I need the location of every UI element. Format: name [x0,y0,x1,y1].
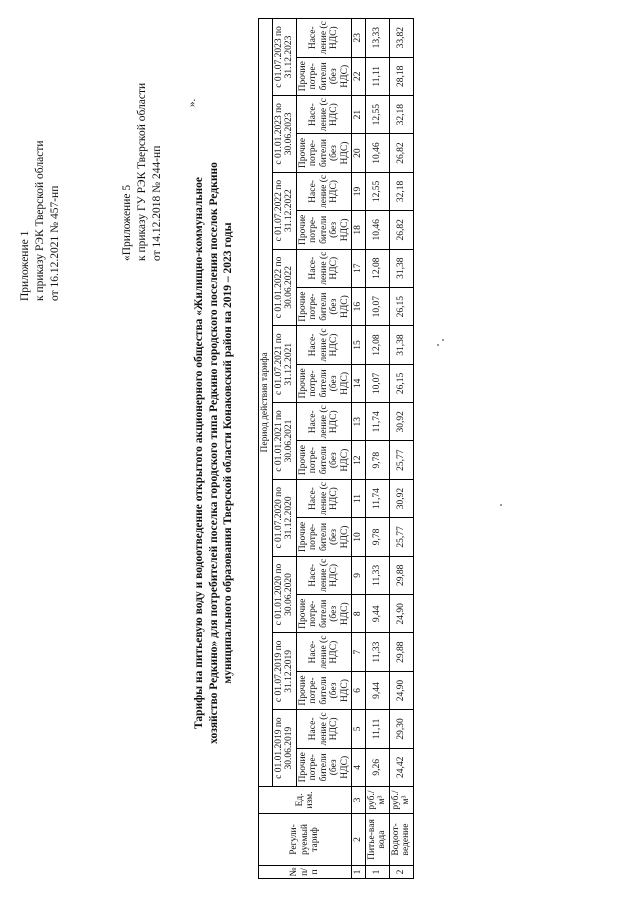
column-number: 1 [352,866,366,879]
tariff-value-cell: 32,18 [389,95,413,133]
column-number: 17 [352,249,366,287]
period-column-header: с 01.01.2022 по 30.06.2022 [272,249,296,326]
period-column-header: с 01.07.2022 по 31.12.2022 [272,172,296,249]
appendix-5-order: к приказу ГУ РЭК Тверской области [136,82,148,261]
column-header-tariff: Регули-руемый тариф [259,814,352,866]
column-number: 23 [352,18,366,57]
tariff-value-cell: 11,11 [365,57,389,95]
period-column-header: с 01.01.2023 по 30.06.2023 [272,95,296,172]
tariff-value-cell: 24,42 [389,748,413,786]
subcolumn-population: Насе-ление (с НДС) [296,326,352,364]
period-column-header: с 01.07.2020 по 31.12.2020 [272,479,296,556]
subcolumn-population: Насе-ление (с НДС) [296,403,352,441]
subcolumn-other-consumers: Прочие потре-бители (без НДС) [296,441,352,479]
row-number: 1 [365,866,389,879]
document-title [192,133,236,773]
subcolumn-other-consumers: Прочие потре-бители (без НДС) [296,748,352,786]
column-number: 3 [352,787,366,814]
tariff-value-cell: 13,33 [365,18,389,57]
column-number: 4 [352,748,366,786]
subcolumn-other-consumers: Прочие потре-бители (без НДС) [296,134,352,172]
header-row-periods [272,18,296,878]
closing-quote: ». [186,98,198,107]
table-row [365,18,389,878]
tariff-value-cell: 30,92 [389,403,413,441]
row-tariff-name: Питье-вая вода [365,814,389,866]
tariff-value-cell: 24,90 [389,595,413,633]
subcolumn-population: Насе-ление (с НДС) [296,95,352,133]
tariff-value-cell: 9,78 [365,441,389,479]
title-line-2: хозяйство Редкино» для потребителей поселка городского типа Редкино городского поселения поселок Редкино [207,162,220,744]
subcolumn-other-consumers: Прочие потре-бители (без НДС) [296,518,352,556]
column-number: 13 [352,403,366,441]
tariff-table-container [258,19,414,879]
column-header-unit: Ед. изм. [259,787,352,814]
subcolumn-population: Насе-ление (с НДС) [296,479,352,517]
column-number: 9 [352,556,366,594]
column-number: 19 [352,172,366,210]
subcolumn-population: Насе-ление (с НДС) [296,172,352,210]
tariff-value-cell: 12,08 [365,326,389,364]
appendix-1-order: к приказу РЭК Тверской области [34,140,46,301]
subcolumn-other-consumers: Прочие потре-бители (без НДС) [296,211,352,249]
tariff-value-cell: 10,46 [365,134,389,172]
header-row-column-numbers [352,18,366,878]
scan-speck [442,339,444,341]
tariff-value-cell: 11,33 [365,633,389,671]
subcolumn-other-consumers: Прочие потре-бители (без НДС) [296,671,352,709]
scan-speck [437,344,439,346]
title-line-1: Тарифы на питьевую воду и водоотведение открытого акционерного общества «Жилищно-коммунальное [193,177,205,729]
tariff-value-cell: 9,26 [365,748,389,786]
tariff-table [258,18,414,879]
row-unit: руб./м³ [389,787,413,814]
period-column-header: с 01.01.2019 по 30.06.2019 [272,710,296,787]
tariff-value-cell: 26,82 [389,134,413,172]
column-number: 14 [352,364,366,402]
period-column-header: с 01.01.2020 по 30.06.2020 [272,556,296,633]
tariff-value-cell: 12,55 [365,172,389,210]
column-number: 21 [352,95,366,133]
tariff-value-cell: 10,07 [365,287,389,325]
tariff-value-cell: 11,33 [365,556,389,594]
period-column-header: с 01.07.2021 по 31.12.2021 [272,326,296,403]
tariff-value-cell: 12,55 [365,95,389,133]
row-unit: руб./м³ [365,787,389,814]
column-number: 8 [352,595,366,633]
column-number: 15 [352,326,366,364]
scan-speck [500,504,502,506]
column-number: 16 [352,287,366,325]
appendix-5-title: «Приложение 5 [121,184,133,261]
header-row-subcolumns [296,18,352,878]
tariff-value-cell: 32,18 [389,172,413,210]
tariff-value-cell: 10,46 [365,211,389,249]
row-number: 2 [389,866,413,879]
row-tariff-name: Водоот-ведение [389,814,413,866]
tariff-value-cell: 12,08 [365,249,389,287]
tariff-value-cell: 26,15 [389,287,413,325]
header-row-period-group [259,18,273,878]
column-number: 6 [352,671,366,709]
tariff-value-cell: 28,18 [389,57,413,95]
subcolumn-other-consumers: Прочие потре-бители (без НДС) [296,287,352,325]
subcolumn-other-consumers: Прочие потре-бители (без НДС) [296,595,352,633]
tariff-value-cell: 31,38 [389,249,413,287]
tariff-value-cell: 31,38 [389,326,413,364]
column-header-number: № п/ п [259,866,352,879]
tariff-value-cell: 11,74 [365,403,389,441]
tariff-value-cell: 9,78 [365,518,389,556]
column-number: 11 [352,479,366,517]
subcolumn-population: Насе-ление (с НДС) [296,633,352,671]
tariff-value-cell: 11,11 [365,710,389,748]
period-column-header: с 01.07.2019 по 31.12.2019 [272,633,296,710]
column-number: 18 [352,211,366,249]
appendix-1-date: от 16.12.2021 № 457-нп [49,185,61,301]
tariff-value-cell: 26,82 [389,211,413,249]
appendix-1-header [18,141,63,302]
tariff-value-cell: 33,82 [389,18,413,57]
subcolumn-population: Насе-ление (с НДС) [296,18,352,57]
subcolumn-other-consumers: Прочие потре-бители (без НДС) [296,57,352,95]
subcolumn-other-consumers: Прочие потре-бители (без НДС) [296,364,352,402]
tariff-value-cell: 26,15 [389,364,413,402]
column-number: 2 [352,814,366,866]
tariff-value-cell: 25,77 [389,441,413,479]
period-column-header: с 01.01.2021 по 30.06.2021 [272,403,296,480]
tariff-value-cell: 11,74 [365,479,389,517]
column-number: 7 [352,633,366,671]
title-line-3: муниципального образования Тверской области Конаковский район на 2019 – 2023 годы [222,222,234,684]
tariff-value-cell: 10,07 [365,364,389,402]
period-header: Период действия тарифа [259,18,273,786]
column-number: 5 [352,710,366,748]
tariff-value-cell: 9,44 [365,595,389,633]
tariff-value-cell: 29,88 [389,633,413,671]
column-number: 12 [352,441,366,479]
appendix-5-header [120,83,165,261]
column-number: 10 [352,518,366,556]
tariff-value-cell: 30,92 [389,479,413,517]
column-number: 20 [352,134,366,172]
period-column-header: с 01.07.2023 по 31.12.2023 [272,18,296,95]
appendix-5-date: от 14.12.2018 № 244-нп [151,145,163,261]
tariff-value-cell: 25,77 [389,518,413,556]
appendix-1-title: Приложение 1 [19,230,31,301]
tariff-value-cell: 29,88 [389,556,413,594]
subcolumn-population: Насе-ление (с НДС) [296,249,352,287]
table-row [389,18,413,878]
tariff-value-cell: 29,30 [389,710,413,748]
subcolumn-population: Насе-ление (с НДС) [296,710,352,748]
tariff-value-cell: 9,44 [365,671,389,709]
subcolumn-population: Насе-ление (с НДС) [296,556,352,594]
column-number: 22 [352,57,366,95]
tariff-value-cell: 24,90 [389,671,413,709]
tariff-table-body [365,18,413,878]
